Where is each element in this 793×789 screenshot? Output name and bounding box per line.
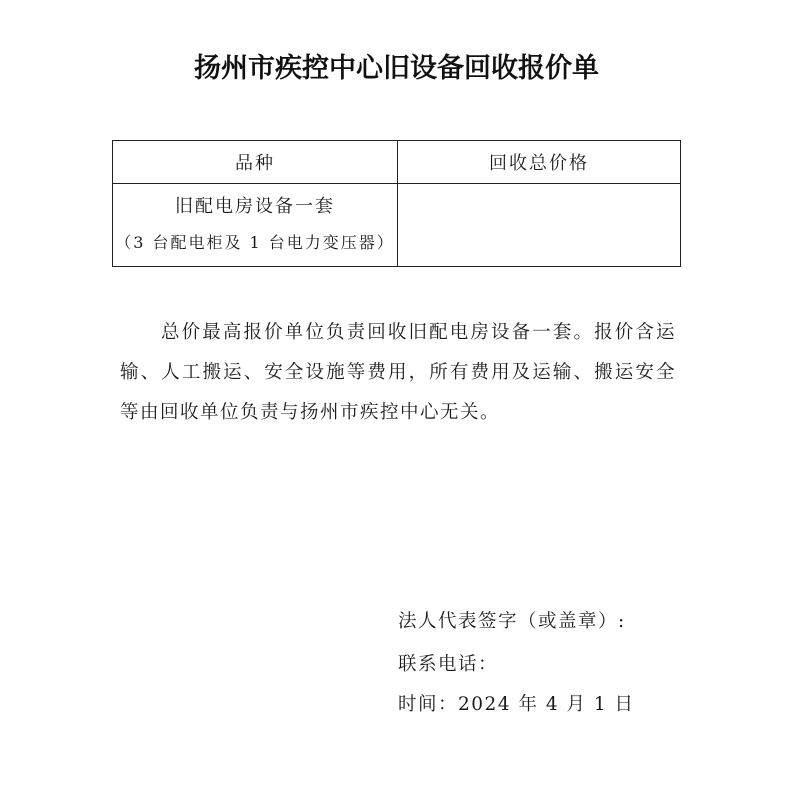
- item-cell: [113, 184, 398, 267]
- table-header-row: [113, 141, 681, 184]
- header-total-price: 回收总价格: [398, 141, 681, 184]
- item-detail: （3 台配电柜及 1 台电力变压器）: [115, 233, 395, 252]
- contact-phone-line: 联系电话：: [398, 654, 499, 675]
- document-title: 扬州市疾控中心旧设备回收报价单: [194, 53, 599, 84]
- legal-rep-signature-line: 法人代表签字（或盖章）:: [398, 611, 626, 632]
- price-cell: [398, 184, 681, 267]
- item-name: 旧配电房设备一套: [175, 196, 335, 217]
- table-row: [113, 184, 681, 267]
- header-item: 品种: [113, 141, 398, 184]
- date-line: 时间：2024 年 4 月 1 日: [398, 694, 635, 715]
- quote-table: [112, 140, 681, 267]
- terms-paragraph: 总价最高报价单位负责回收旧配电房设备一套。报价含运输、人工搬运、安全设施等费用，所有费用及运输、搬运安全等由回收单位负责与扬州市疾控中心无关。: [120, 322, 676, 423]
